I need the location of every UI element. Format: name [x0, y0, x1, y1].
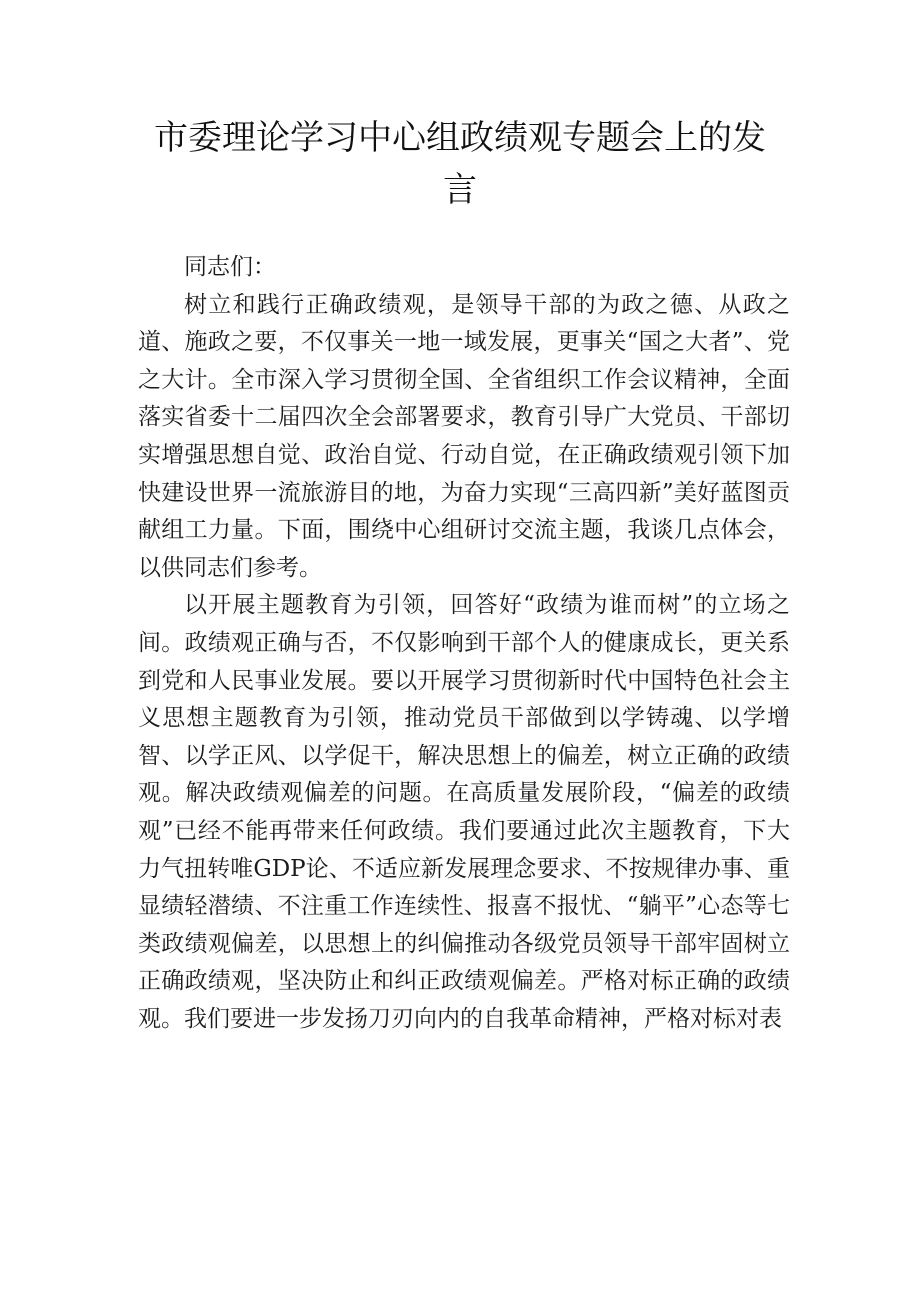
document-body	[138, 249, 790, 1038]
paragraph-intro: 树立和践行正确政绩观，是领导干部的为政之德、从政之道、施政之要，不仅事关一地一域发展，更事关“国之大者”、党之大计。全市深入学习贯彻全国、全省组织工作会议精神，全面落实省委十二届四次全会部署要求，教育引导广大党员、干部切实增强思想自觉、政治自觉、行动自觉，在正确政绩观引领下加快建设世界一流旅游目的地，为奋力实现“三高四新”美好蓝图贡献组工力量。下面，围绕中心组研讨交流主题，我谈几点体会，以供同志们参考。	[138, 291, 790, 581]
salutation: 同志们：	[184, 254, 276, 280]
paragraph-section-1: 以开展主题教育为引领，回答好“政绩为谁而树”的立场之间。政绩观正确与否，不仅影响到干部个人的健康成长，更关系到党和人民事业发展。要以开展学习贯彻新时代中国特色社会主义思想主题教育为引领，推动党员干部做到以学铸魂、以学增智、以学正风、以学促干，解决思想上的偏差，树立正确的政绩观。解决政绩观偏差的问题。在高质量发展阶段，“偏差的政绩观”已经不能再带来任何政绩。我们要通过此次主题教育，下大力气扭转唯GDP论、不适应新发展理念要求、不按规律办事、重显绩轻潜绩、不注重工作连续性、报喜不报忧、“躺平”心态等七类政绩观偏差，以思想上的纠偏推动各级党员领导干部牢固树立正确政绩观，坚决防止和纠正政绩观偏差。严格对标正确的政绩观。我们要进一步发扬刀刃向内的自我革命精神，严格对标对表	[138, 592, 790, 1032]
document-title: 市委理论学习中心组政绩观专题会上的发言	[154, 118, 766, 210]
